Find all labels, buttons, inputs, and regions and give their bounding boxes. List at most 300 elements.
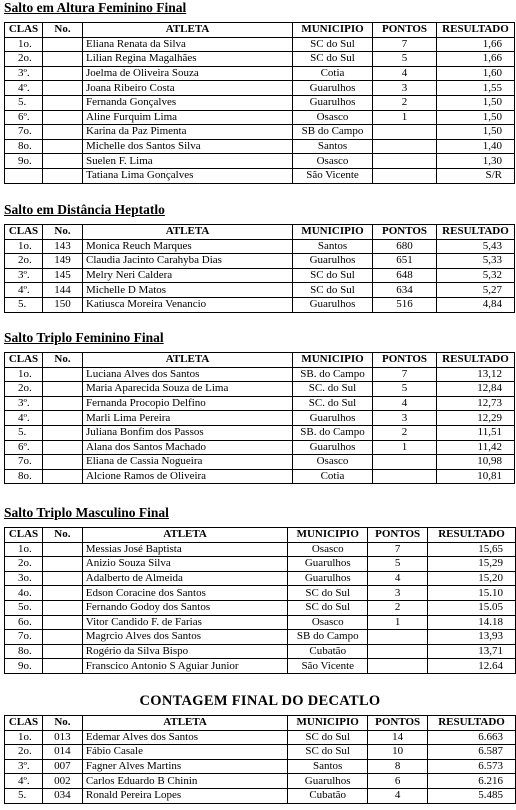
cell-clas: 5. <box>5 425 43 440</box>
cell-municipio: Guarulhos <box>288 774 368 789</box>
cell-resultado: 6.216 <box>428 774 516 789</box>
cell-resultado: 1,55 <box>437 81 515 96</box>
cell-no <box>43 382 83 397</box>
table-row <box>5 110 515 125</box>
cell-pontos: 2 <box>373 95 437 110</box>
cell-clas: 5o. <box>5 600 43 615</box>
cell-pontos: 6 <box>368 774 428 789</box>
section-title: Salto em Altura Feminino Final <box>4 0 187 15</box>
header-atleta: ATLETA <box>82 716 287 731</box>
cell-clas: 4o. <box>5 586 43 601</box>
cell-clas: 7o. <box>5 125 43 140</box>
cell-pontos: 1 <box>373 110 437 125</box>
cell-clas: 7o. <box>5 455 43 470</box>
cell-no <box>42 571 82 586</box>
cell-pontos: 4 <box>368 571 428 586</box>
header-municipio: MUNICIPIO <box>288 716 368 731</box>
cell-atleta: Vitor Candido F. de Farias <box>82 615 288 630</box>
cell-municipio: Santos <box>288 759 368 774</box>
header-atleta: ATLETA <box>83 353 293 368</box>
cell-clas: 4º. <box>5 283 43 298</box>
table-row <box>5 139 515 154</box>
header-clas: CLAS <box>5 225 43 240</box>
cell-municipio: Cubatão <box>288 788 368 803</box>
cell-resultado: 1,50 <box>437 110 515 125</box>
cell-clas: 6º. <box>5 110 43 125</box>
cell-clas: 1o. <box>5 239 43 254</box>
header-resultado: RESULTADO <box>428 528 516 543</box>
cell-municipio: Guarulhos <box>293 254 373 269</box>
cell-municipio: São Vicente <box>293 168 373 183</box>
cell-atleta: Tatiana Lima Gonçalves <box>83 168 293 183</box>
cell-pontos: 10 <box>368 745 428 760</box>
table-row <box>5 730 516 745</box>
cell-municipio: Cotia <box>293 66 373 81</box>
table-row <box>5 425 515 440</box>
cell-pontos <box>368 659 428 674</box>
cell-atleta: Michelle D Matos <box>83 283 293 298</box>
cell-atleta: Michelle dos Santos Silva <box>83 139 293 154</box>
cell-clas: 5. <box>5 95 43 110</box>
section-salto-triplo-feminino <box>0 330 516 484</box>
cell-clas: 1o. <box>5 730 43 745</box>
cell-no <box>43 455 83 470</box>
cell-resultado: 1,40 <box>437 139 515 154</box>
cell-no: 144 <box>43 283 83 298</box>
cell-pontos: 4 <box>373 66 437 81</box>
header-municipio: MUNICIPIO <box>288 528 368 543</box>
cell-no <box>43 411 83 426</box>
cell-clas: 2o. <box>5 382 43 397</box>
cell-atleta: Edemar Alves dos Santos <box>82 730 287 745</box>
header-pontos: PONTOS <box>373 23 437 38</box>
cell-municipio: Guarulhos <box>293 297 373 312</box>
cell-atleta: Alana dos Santos Machado <box>83 440 293 455</box>
header-clas: CLAS <box>5 528 43 543</box>
table-header-row <box>5 23 515 38</box>
cell-atleta: Melry Neri Caldera <box>83 268 293 283</box>
cell-atleta: Juliana Bonfim dos Passos <box>83 425 293 440</box>
table-row <box>5 411 515 426</box>
cell-atleta: Luciana Alves dos Santos <box>83 367 293 382</box>
cell-no: 007 <box>42 759 82 774</box>
cell-resultado: S/R <box>437 168 515 183</box>
cell-no <box>43 469 83 484</box>
cell-resultado: 5,43 <box>437 239 515 254</box>
header-clas: CLAS <box>5 353 43 368</box>
cell-resultado: 4,84 <box>437 297 515 312</box>
table-row <box>5 297 515 312</box>
cell-atleta: Marli Lima Pereira <box>83 411 293 426</box>
cell-atleta: Katiusca Moreira Venancio <box>83 297 293 312</box>
cell-no: 002 <box>42 774 82 789</box>
header-pontos: PONTOS <box>373 225 437 240</box>
cell-no: 034 <box>42 788 82 803</box>
cell-no: 149 <box>43 254 83 269</box>
header-pontos: PONTOS <box>368 528 428 543</box>
table-row <box>5 469 515 484</box>
results-table <box>4 352 515 484</box>
cell-clas: 3º. <box>5 759 43 774</box>
cell-pontos: 3 <box>373 411 437 426</box>
cell-no <box>42 615 82 630</box>
cell-atleta: Adalberto de Almeida <box>82 571 288 586</box>
cell-clas: 3º. <box>5 66 43 81</box>
cell-no <box>43 440 83 455</box>
cell-clas: 8o. <box>5 644 43 659</box>
table-row <box>5 659 516 674</box>
cell-municipio: SC do Sul <box>288 730 368 745</box>
cell-atleta: Edson Coracine dos Santos <box>82 586 288 601</box>
table-row <box>5 745 516 760</box>
table-header-row <box>5 225 515 240</box>
cell-clas: 5. <box>5 297 43 312</box>
cell-clas: 1o. <box>5 37 43 52</box>
cell-clas: 4º. <box>5 411 43 426</box>
cell-municipio: SC do Sul <box>293 268 373 283</box>
cell-municipio: Guarulhos <box>293 411 373 426</box>
cell-atleta: Claudia Jacinto Carahyba Dias <box>83 254 293 269</box>
table-row <box>5 66 515 81</box>
table-row <box>5 586 516 601</box>
cell-clas: 1o. <box>5 367 43 382</box>
cell-no: 143 <box>43 239 83 254</box>
cell-pontos: 2 <box>368 600 428 615</box>
cell-resultado: 15,20 <box>428 571 516 586</box>
header-resultado: RESULTADO <box>437 353 515 368</box>
cell-clas: 8o. <box>5 469 43 484</box>
cell-no: 145 <box>43 268 83 283</box>
section-title: CONTAGEM FINAL DO DECATLO <box>139 693 381 709</box>
cell-atleta: Aline Furquim Lima <box>83 110 293 125</box>
cell-resultado: 15.10 <box>428 586 516 601</box>
cell-no <box>43 396 83 411</box>
table-row <box>5 571 516 586</box>
table-row <box>5 382 515 397</box>
cell-resultado: 13,93 <box>428 630 516 645</box>
cell-resultado: 5.485 <box>428 788 516 803</box>
cell-atleta: Eliana de Cassia Nogueira <box>83 455 293 470</box>
cell-pontos: 7 <box>373 367 437 382</box>
cell-pontos: 516 <box>373 297 437 312</box>
header-atleta: ATLETA <box>83 225 293 240</box>
section-title: Salto em Distância Heptatlo <box>4 202 165 217</box>
cell-clas: 9o. <box>5 659 43 674</box>
cell-pontos <box>373 139 437 154</box>
cell-no <box>43 154 83 169</box>
cell-pontos: 3 <box>368 586 428 601</box>
cell-clas: 1o. <box>5 542 43 557</box>
results-table <box>4 527 516 674</box>
cell-municipio: Osasco <box>293 110 373 125</box>
table-row <box>5 774 516 789</box>
cell-resultado: 12,29 <box>437 411 515 426</box>
table-row <box>5 283 515 298</box>
table-row <box>5 37 515 52</box>
header-resultado: RESULTADO <box>437 225 515 240</box>
cell-clas: 3º. <box>5 396 43 411</box>
cell-pontos: 4 <box>373 396 437 411</box>
header-clas: CLAS <box>5 716 43 731</box>
cell-no <box>42 630 82 645</box>
cell-municipio: SC. do Sul <box>293 396 373 411</box>
cell-atleta: Maria Aparecida Souza de Lima <box>83 382 293 397</box>
cell-resultado: 15.05 <box>428 600 516 615</box>
table-row <box>5 254 515 269</box>
cell-resultado: 13,71 <box>428 644 516 659</box>
cell-municipio: SB. do Campo <box>293 425 373 440</box>
cell-no <box>43 37 83 52</box>
cell-atleta: Karina da Paz Pimenta <box>83 125 293 140</box>
cell-atleta: Fernando Godoy dos Santos <box>82 600 288 615</box>
cell-no <box>43 110 83 125</box>
cell-atleta: Lilian Regina Magalhães <box>83 52 293 67</box>
cell-no: 013 <box>42 730 82 745</box>
cell-municipio: SB. do Campo <box>293 367 373 382</box>
cell-resultado: 12.64 <box>428 659 516 674</box>
cell-municipio: Santos <box>293 239 373 254</box>
cell-atleta: Carlos Eduardo B Chinin <box>82 774 287 789</box>
cell-clas: 2o. <box>5 52 43 67</box>
table-row <box>5 81 515 96</box>
table-row <box>5 52 515 67</box>
cell-resultado: 6.663 <box>428 730 516 745</box>
cell-municipio: Osasco <box>288 542 368 557</box>
header-pontos: PONTOS <box>368 716 428 731</box>
cell-pontos: 648 <box>373 268 437 283</box>
table-row <box>5 600 516 615</box>
cell-atleta: Fagner Alves Martins <box>82 759 287 774</box>
cell-clas: 4º. <box>5 81 43 96</box>
cell-municipio: Cotia <box>293 469 373 484</box>
header-atleta: ATLETA <box>82 528 288 543</box>
cell-resultado: 1,50 <box>437 125 515 140</box>
cell-resultado: 11,51 <box>437 425 515 440</box>
cell-municipio: Guarulhos <box>293 95 373 110</box>
cell-atleta: Rogério da Silva Bispo <box>82 644 288 659</box>
cell-clas: 2o. <box>5 557 43 572</box>
cell-municipio: Guarulhos <box>293 81 373 96</box>
cell-atleta: Anizio Souza Silva <box>82 557 288 572</box>
header-no: No. <box>42 716 82 731</box>
cell-no <box>43 81 83 96</box>
results-table <box>4 715 516 804</box>
cell-clas: 3o. <box>5 571 43 586</box>
cell-pontos: 14 <box>368 730 428 745</box>
cell-resultado: 12,84 <box>437 382 515 397</box>
cell-pontos: 651 <box>373 254 437 269</box>
cell-clas: 2o. <box>5 745 43 760</box>
cell-pontos: 7 <box>373 37 437 52</box>
table-row <box>5 367 515 382</box>
header-no: No. <box>43 353 83 368</box>
cell-atleta: Alcione Ramos de Oliveira <box>83 469 293 484</box>
cell-resultado: 5,32 <box>437 268 515 283</box>
cell-no <box>43 95 83 110</box>
cell-clas: 4º. <box>5 774 43 789</box>
table-row <box>5 630 516 645</box>
table-row <box>5 95 515 110</box>
table-row <box>5 615 516 630</box>
cell-municipio: SB do Campo <box>293 125 373 140</box>
table-header-row <box>5 716 516 731</box>
cell-pontos <box>373 455 437 470</box>
table-row <box>5 239 515 254</box>
cell-municipio: Guarulhos <box>288 557 368 572</box>
cell-municipio: Cubatão <box>288 644 368 659</box>
cell-clas: 7o. <box>5 630 43 645</box>
table-row <box>5 440 515 455</box>
table-row <box>5 644 516 659</box>
cell-atleta: Fernanda Procopio Delfino <box>83 396 293 411</box>
table-row <box>5 557 516 572</box>
section-salto-triplo-masculino <box>0 505 516 674</box>
cell-municipio: Osasco <box>293 154 373 169</box>
cell-resultado: 13,12 <box>437 367 515 382</box>
table-header-row <box>5 353 515 368</box>
cell-atleta: Joelma de Oliveira Souza <box>83 66 293 81</box>
cell-clas <box>5 168 43 183</box>
cell-municipio: Guarulhos <box>293 440 373 455</box>
section-contagem-final-decatlo <box>0 693 516 804</box>
cell-no <box>43 139 83 154</box>
cell-pontos: 634 <box>373 283 437 298</box>
header-no: No. <box>43 225 83 240</box>
cell-no <box>42 659 82 674</box>
cell-municipio: SC do Sul <box>288 600 368 615</box>
cell-pontos: 4 <box>368 788 428 803</box>
cell-no <box>42 557 82 572</box>
cell-resultado: 1,66 <box>437 52 515 67</box>
cell-municipio: SC do Sul <box>288 586 368 601</box>
cell-pontos: 2 <box>373 425 437 440</box>
cell-municipio: SC do Sul <box>293 52 373 67</box>
cell-pontos: 5 <box>368 557 428 572</box>
cell-resultado: 1,30 <box>437 154 515 169</box>
cell-resultado: 6.587 <box>428 745 516 760</box>
table-row <box>5 168 515 183</box>
cell-no <box>43 425 83 440</box>
cell-pontos: 3 <box>373 81 437 96</box>
cell-resultado: 15,65 <box>428 542 516 557</box>
header-atleta: ATLETA <box>83 23 293 38</box>
cell-pontos <box>373 469 437 484</box>
cell-pontos: 7 <box>368 542 428 557</box>
section-title: Salto Triplo Feminino Final <box>4 330 164 345</box>
cell-municipio: Osasco <box>293 455 373 470</box>
cell-resultado: 10,81 <box>437 469 515 484</box>
cell-atleta: Monica Reuch Marques <box>83 239 293 254</box>
header-resultado: RESULTADO <box>428 716 516 731</box>
section-title: Salto Triplo Masculino Final <box>4 505 169 520</box>
table-row <box>5 268 515 283</box>
header-no: No. <box>42 528 82 543</box>
table-row <box>5 542 516 557</box>
header-municipio: MUNICIPIO <box>293 225 373 240</box>
cell-clas: 3º. <box>5 268 43 283</box>
table-row <box>5 788 516 803</box>
cell-pontos: 1 <box>373 440 437 455</box>
cell-no <box>43 66 83 81</box>
cell-resultado: 10,98 <box>437 455 515 470</box>
cell-municipio: São Vicente <box>288 659 368 674</box>
table-row <box>5 759 516 774</box>
cell-no: 150 <box>43 297 83 312</box>
cell-clas: 9o. <box>5 154 43 169</box>
cell-atleta: Franscico Antonio S Aguiar Junior <box>82 659 288 674</box>
section-salto-distancia-heptatlo <box>0 202 516 313</box>
cell-no <box>42 600 82 615</box>
cell-no: 014 <box>42 745 82 760</box>
cell-atleta: Messias José Baptista <box>82 542 288 557</box>
cell-atleta: Joana Ribeiro Costa <box>83 81 293 96</box>
header-municipio: MUNICIPIO <box>293 23 373 38</box>
cell-no <box>43 52 83 67</box>
cell-atleta: Magrcio Alves dos Santos <box>82 630 288 645</box>
cell-resultado: 1,60 <box>437 66 515 81</box>
cell-municipio: SC do Sul <box>293 283 373 298</box>
cell-clas: 5. <box>5 788 43 803</box>
cell-no <box>42 542 82 557</box>
cell-atleta: Suelen F. Lima <box>83 154 293 169</box>
header-municipio: MUNICIPIO <box>293 353 373 368</box>
cell-atleta: Eliana Renata da Silva <box>83 37 293 52</box>
cell-pontos <box>373 125 437 140</box>
cell-municipio: SC do Sul <box>293 37 373 52</box>
cell-municipio: Guarulhos <box>288 571 368 586</box>
cell-resultado: 6.573 <box>428 759 516 774</box>
cell-resultado: 14.18 <box>428 615 516 630</box>
cell-clas: 8o. <box>5 139 43 154</box>
header-resultado: RESULTADO <box>437 23 515 38</box>
cell-resultado: 1,50 <box>437 95 515 110</box>
cell-resultado: 12,73 <box>437 396 515 411</box>
cell-atleta: Fernanda Gonçalves <box>83 95 293 110</box>
header-clas: CLAS <box>5 23 43 38</box>
cell-pontos <box>373 154 437 169</box>
cell-clas: 6º. <box>5 440 43 455</box>
cell-pontos <box>368 644 428 659</box>
cell-resultado: 5,27 <box>437 283 515 298</box>
cell-municipio: SB do Campo <box>288 630 368 645</box>
cell-pontos: 8 <box>368 759 428 774</box>
cell-clas: 6o. <box>5 615 43 630</box>
cell-municipio: SC. do Sul <box>293 382 373 397</box>
header-pontos: PONTOS <box>373 353 437 368</box>
table-row <box>5 455 515 470</box>
cell-resultado: 11,42 <box>437 440 515 455</box>
cell-pontos: 680 <box>373 239 437 254</box>
cell-resultado: 15,29 <box>428 557 516 572</box>
cell-pontos: 5 <box>373 52 437 67</box>
table-row <box>5 125 515 140</box>
cell-resultado: 5,33 <box>437 254 515 269</box>
cell-atleta: Fábio Casale <box>82 745 287 760</box>
cell-no <box>43 367 83 382</box>
cell-no <box>43 168 83 183</box>
cell-no <box>42 644 82 659</box>
cell-municipio: SC do Sul <box>288 745 368 760</box>
table-header-row <box>5 528 516 543</box>
cell-pontos: 1 <box>368 615 428 630</box>
header-no: No. <box>43 23 83 38</box>
table-row <box>5 396 515 411</box>
cell-municipio: Osasco <box>288 615 368 630</box>
results-table <box>4 224 515 313</box>
cell-pontos <box>368 630 428 645</box>
cell-clas: 2o. <box>5 254 43 269</box>
cell-no <box>43 125 83 140</box>
